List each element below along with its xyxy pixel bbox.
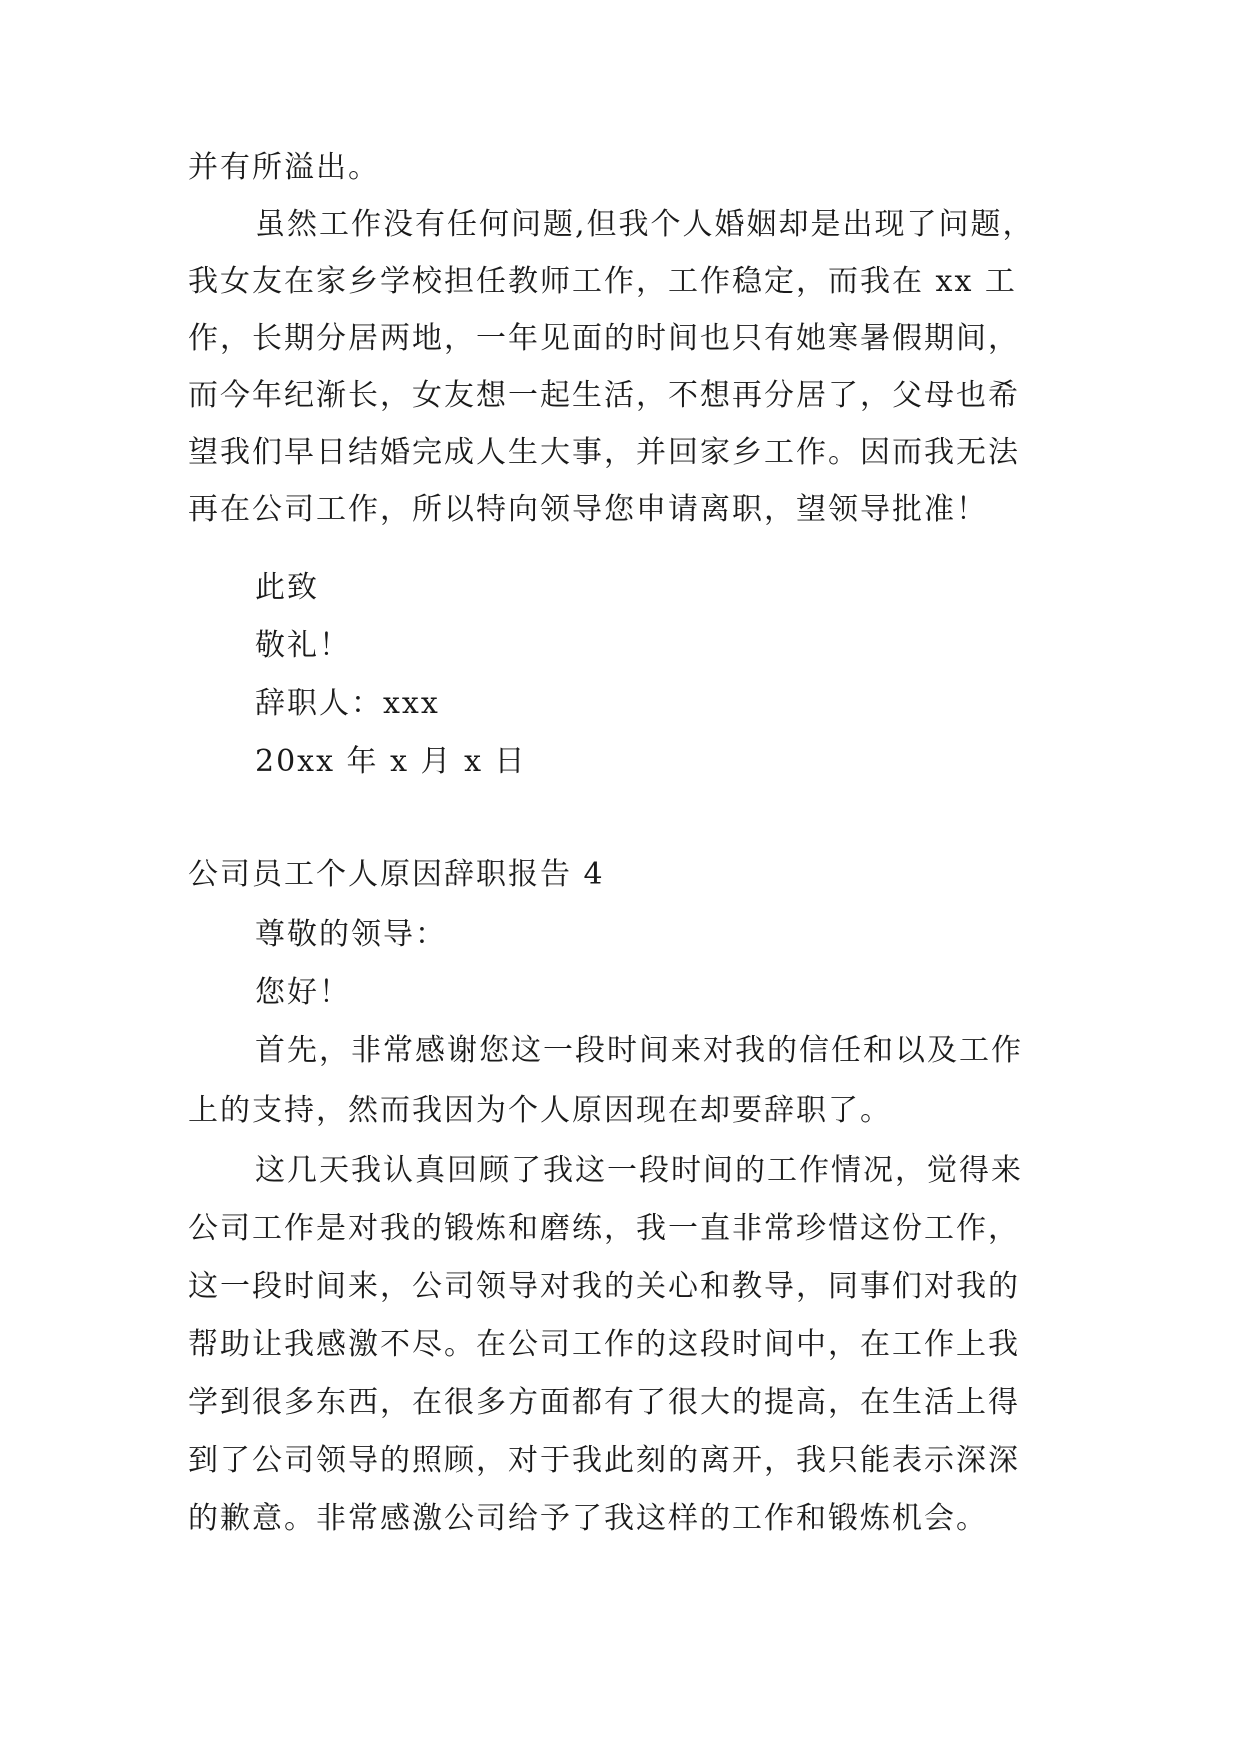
text-line: 公司工作是对我的锻炼和磨练，我一直非常珍惜这份工作， bbox=[188, 1211, 1020, 1246]
text-line: 望我们早日结婚完成人生大事，并回家乡工作。因而我无法 bbox=[188, 435, 1020, 470]
section-title: 公司员工个人原因辞职报告 4 bbox=[188, 857, 605, 892]
text-line: 这一段时间来，公司领导对我的关心和教导，同事们对我的 bbox=[188, 1269, 1020, 1304]
text-line: 的歉意。非常感激公司给予了我这样的工作和锻炼机会。 bbox=[188, 1501, 988, 1536]
closing-respect: 敬礼！ bbox=[255, 628, 351, 663]
closing-date: 20xx 年 x 月 x 日 bbox=[255, 744, 527, 779]
closing-signer: 辞职人：xxx bbox=[255, 686, 440, 721]
text-line: 学到很多东西，在很多方面都有了很大的提高，在生活上得 bbox=[188, 1385, 1020, 1420]
closing-salute: 此致 bbox=[255, 570, 319, 605]
text-line: 帮助让我感激不尽。在公司工作的这段时间中，在工作上我 bbox=[188, 1327, 1020, 1362]
text-line: 而今年纪渐长，女友想一起生活，不想再分居了，父母也希 bbox=[188, 378, 1020, 413]
text-line: 虽然工作没有任何问题,但我个人婚姻却是出现了问题， bbox=[255, 207, 1035, 242]
text-line: 作，长期分居两地，一年见面的时间也只有她寒暑假期间， bbox=[188, 321, 1020, 356]
text-line: 这几天我认真回顾了我这一段时间的工作情况，觉得来 bbox=[255, 1153, 1023, 1188]
text-line: 上的支持，然而我因为个人原因现在却要辞职了。 bbox=[188, 1093, 892, 1128]
hello: 您好！ bbox=[255, 975, 351, 1010]
greeting: 尊敬的领导： bbox=[255, 917, 447, 952]
text-line: 首先，非常感谢您这一段时间来对我的信任和以及工作 bbox=[255, 1033, 1023, 1068]
text-line: 并有所溢出。 bbox=[188, 150, 380, 185]
text-line: 到了公司领导的照顾，对于我此刻的离开，我只能表示深深 bbox=[188, 1443, 1020, 1478]
text-line: 我女友在家乡学校担任教师工作，工作稳定，而我在 xx 工 bbox=[188, 264, 1017, 299]
text-line: 再在公司工作，所以特向领导您申请离职，望领导批准！ bbox=[188, 492, 988, 527]
